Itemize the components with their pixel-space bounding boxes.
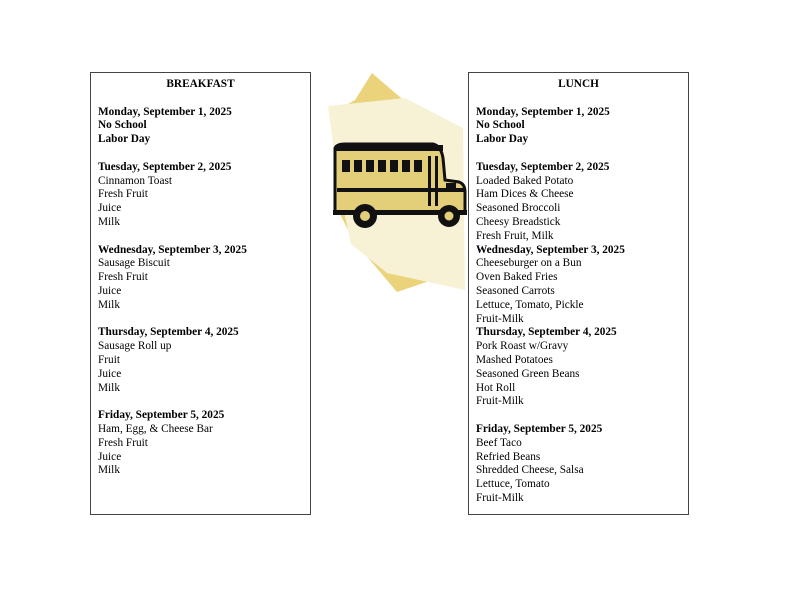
lunch-day-monday [476,106,681,147]
lunch-day-thursday [476,326,681,409]
menu-item: Seasoned Broccoli [476,202,561,215]
menu-item: Juice [98,202,122,215]
breakfast-day-monday [98,106,303,147]
menu-item: Milk [98,298,120,311]
menu-item: Labor Day [98,133,151,146]
bus-roof-stripe [335,145,443,151]
menu-item: Cheesy Breadstick [476,215,561,228]
day-date: Thursday, September 4, 2025 [476,326,617,339]
menu-item: Milk [98,215,120,228]
day-date: Monday, September 1, 2025 [476,105,610,118]
lunch-day-tuesday [476,161,681,244]
day-date: Wednesday, September 3, 2025 [98,243,247,256]
menu-item: Fruit-Milk [476,491,524,504]
lunch-menu-panel [468,72,689,515]
breakfast-day-wednesday [98,244,303,313]
bus-stripe [337,188,464,192]
menu-item: Beef Taco [476,436,522,449]
breakfast-title: BREAKFAST [166,78,235,90]
menu-item: Juice [98,367,122,380]
menu-item: Pork Roast w/Gravy [476,340,569,353]
menu-item: Seasoned Green Beans [476,367,580,380]
menu-item: Milk [98,464,120,477]
menu-item: Fresh Fruit [98,188,148,201]
breakfast-day-tuesday [98,161,303,230]
bus-front-window [446,183,456,191]
day-date: Thursday, September 4, 2025 [98,326,239,339]
menu-item: Lettuce, Tomato [476,478,550,491]
breakfast-day-thursday [98,326,303,395]
menu-item: Milk [98,381,120,394]
day-date: Monday, September 1, 2025 [98,105,232,118]
day-date: Tuesday, September 2, 2025 [476,160,610,173]
day-date: Tuesday, September 2, 2025 [98,160,232,173]
breakfast-menu-panel [90,72,311,515]
menu-item: Juice [98,450,122,463]
menu-item: Hot Roll [476,381,516,394]
menu-item: Ham Dices & Cheese [476,188,574,201]
menu-item: Labor Day [476,133,529,146]
menu-item: Lettuce, Tomato, Pickle [476,298,584,311]
menu-item: Loaded Baked Potato [476,174,574,187]
menu-item: Mashed Potatoes [476,353,553,366]
lunch-day-wednesday [476,244,681,327]
lunch-day-friday [476,423,681,506]
menu-item: Fresh Fruit [98,271,148,284]
menu-item: Fruit [98,353,120,366]
bus-wheel-rear [353,204,377,228]
menu-item: Seasoned Carrots [476,284,555,297]
menu-item: Fruit-Milk [476,395,524,408]
menu-item: Sausage Roll up [98,340,172,353]
bus-wheel-front [438,205,460,227]
day-date: Friday, September 5, 2025 [98,409,225,422]
menu-item: No School [98,119,147,132]
day-date: Friday, September 5, 2025 [476,422,603,435]
menu-item: Fruit-Milk [476,312,524,325]
menu-item: Oven Baked Fries [476,271,558,284]
menu-item: Fresh Fruit, Milk [476,229,554,242]
breakfast-day-friday [98,409,303,478]
menu-item: Refried Beans [476,450,541,463]
menu-item: Cinnamon Toast [98,174,172,187]
menu-item: Shredded Cheese, Salsa [476,464,584,477]
lunch-title: LUNCH [558,78,599,90]
day-date: Wednesday, September 3, 2025 [476,243,625,256]
menu-item: Fresh Fruit [98,436,148,449]
menu-item: Juice [98,284,122,297]
menu-item: Ham, Egg, & Cheese Bar [98,422,213,435]
menu-item: Cheeseburger on a Bun [476,257,582,270]
menu-item: No School [476,119,525,132]
school-bus-icon [325,68,467,296]
bus-windows [342,160,422,172]
menu-item: Sausage Biscuit [98,257,170,270]
